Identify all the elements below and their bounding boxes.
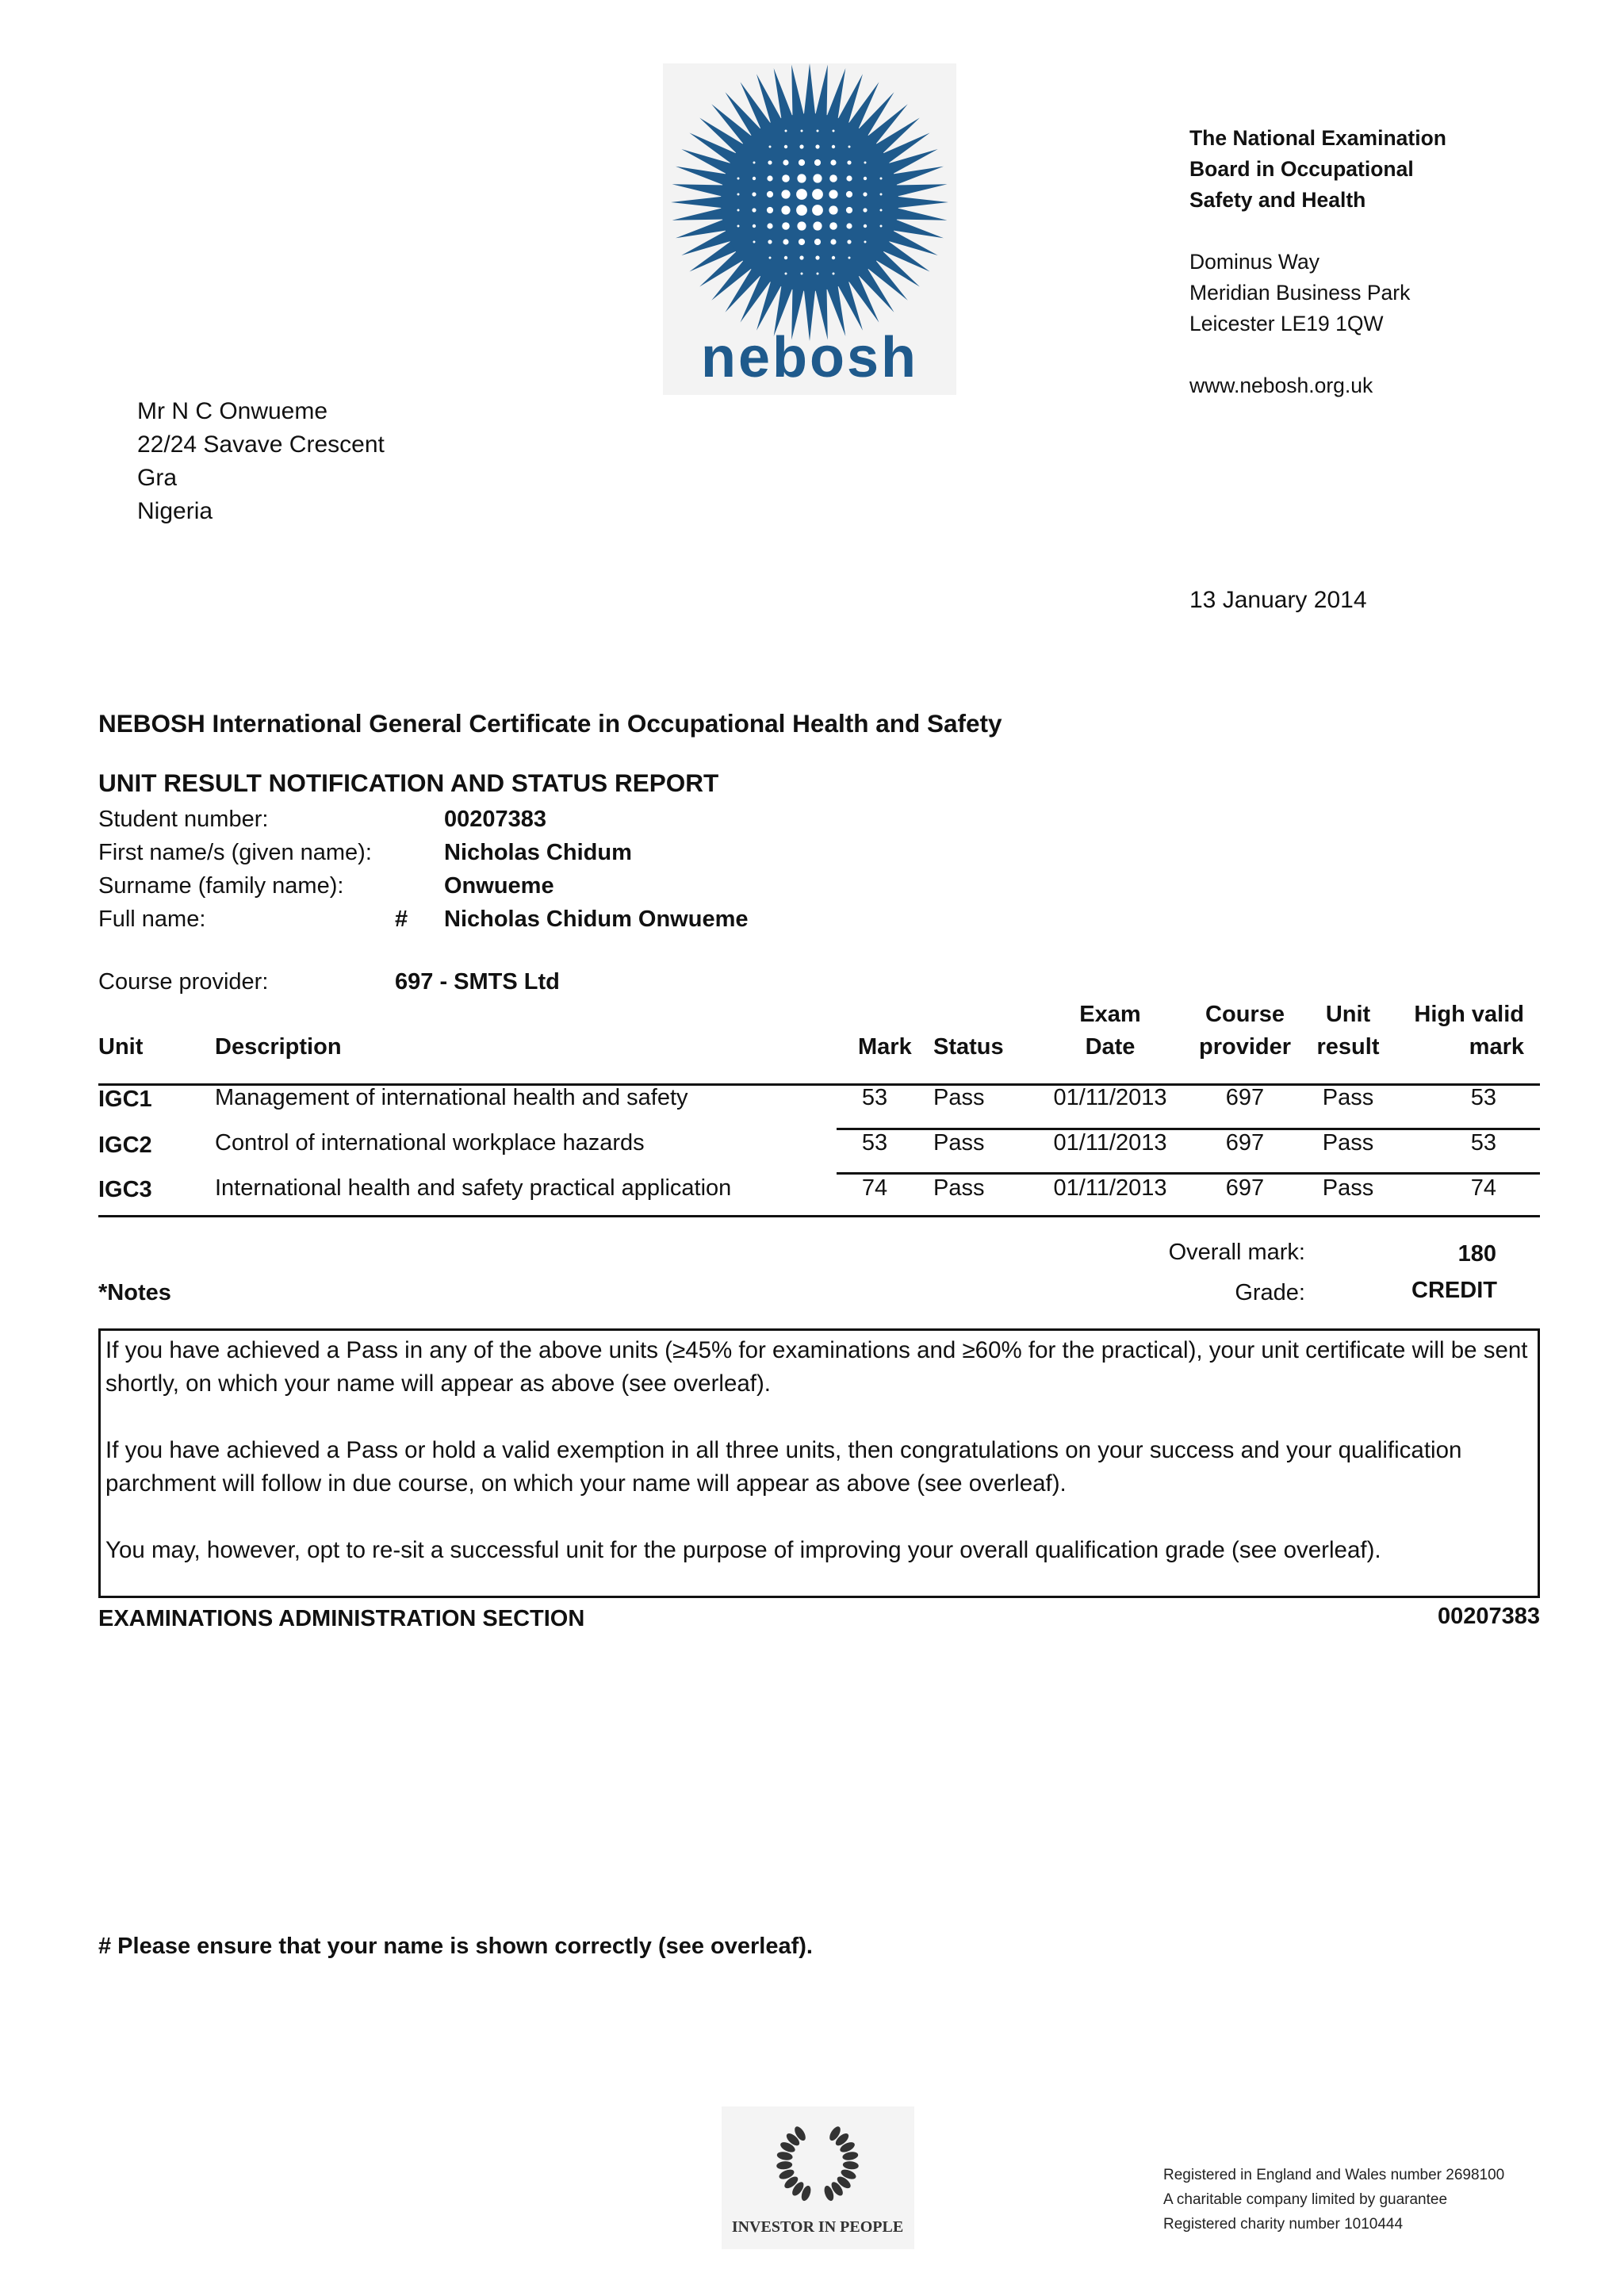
overall-mark-value: 180 xyxy=(1457,1241,1496,1267)
table-row-status: Pass xyxy=(933,1130,985,1156)
th-exam-date-line: Exam xyxy=(1079,1002,1141,1027)
name-check-note: # Please ensure that your name is shown correctly (see overleaf). xyxy=(98,1934,813,1959)
registration-line: A charitable company limited by guarantee xyxy=(1163,2191,1448,2208)
recipient-address xyxy=(137,395,385,528)
sender-org-line: The National Examination xyxy=(1189,126,1446,150)
table-row-exam-date: 01/11/2013 xyxy=(1053,1175,1167,1201)
sunburst-icon xyxy=(671,63,948,341)
table-bottom-rule xyxy=(98,1215,1540,1217)
table-row-exam-date: 01/11/2013 xyxy=(1053,1085,1167,1110)
th-unit-result-line: Unit xyxy=(1325,1002,1371,1027)
registration-info xyxy=(1163,2163,1504,2237)
table-row-result: Pass xyxy=(1322,1085,1374,1110)
table-row-mark: 53 xyxy=(861,1130,888,1156)
table-row-provider: 697 xyxy=(1225,1085,1265,1110)
notes-paragraph: You may, however, opt to re-sit a successful unit for the purpose of improving your overall qualification grade (see overleaf). xyxy=(105,1537,1381,1563)
first-name-label: First name/s (given name): xyxy=(98,840,372,865)
sender-address-line: Dominus Way xyxy=(1189,250,1320,274)
full-name-label: Full name: xyxy=(98,907,206,932)
recipient-line: 22/24 Savave Crescent xyxy=(137,431,385,458)
table-row-unit: IGC3 xyxy=(98,1177,152,1202)
th-course-provider-line: Course xyxy=(1205,1002,1285,1027)
full-name: Nicholas Chidum Onwueme xyxy=(444,907,749,932)
grade-label: Grade: xyxy=(1235,1280,1305,1305)
table-row-high-mark: 53 xyxy=(1470,1085,1496,1110)
th-unit-result-line: result xyxy=(1316,1034,1380,1060)
registration-line: Registered charity number 1010444 xyxy=(1163,2216,1404,2233)
letter-date: 13 January 2014 xyxy=(1189,587,1367,613)
sender-website: www.nebosh.org.uk xyxy=(1189,374,1373,397)
th-mark: Mark xyxy=(858,1034,912,1060)
notes-box xyxy=(98,1328,1540,1598)
admin-section: EXAMINATIONS ADMINISTRATION SECTION xyxy=(98,1606,585,1631)
table-row-result: Pass xyxy=(1322,1130,1374,1156)
surname-label: Surname (family name): xyxy=(98,873,344,899)
table-row-provider: 697 xyxy=(1225,1175,1265,1201)
surname: Onwueme xyxy=(444,873,554,899)
report-title: UNIT RESULT NOTIFICATION AND STATUS REPORT xyxy=(98,769,719,797)
table-row-description: Management of international health and safety xyxy=(215,1085,688,1110)
th-high-valid-mark xyxy=(1396,999,1524,1064)
th-exam-date-line: Date xyxy=(1085,1034,1136,1060)
recipient-line: Nigeria xyxy=(137,498,213,524)
investor-in-people-logo xyxy=(722,2106,914,2249)
sender-address-line: Leicester LE19 1QW xyxy=(1189,312,1384,335)
sender-org-line: Board in Occupational xyxy=(1189,157,1414,181)
table-row-exam-date: 01/11/2013 xyxy=(1053,1130,1167,1156)
notes-paragraph: If you have achieved a Pass in any of the above units (≥45% for examinations and ≥60% for the practical), your unit certificate will be sent shortly, on which your name will appear as above (see overleaf). xyxy=(105,1337,1528,1397)
table-row-high-mark: 74 xyxy=(1470,1175,1496,1201)
recipient-line: Gra xyxy=(137,465,178,491)
table-row-provider: 697 xyxy=(1225,1130,1265,1156)
th-status: Status xyxy=(933,1034,1004,1060)
notes-paragraph: If you have achieved a Pass or hold a valid exemption in all three units, then congratulations on your success and your qualification parchment will follow in due course, on which your name will appear as above (see overleaf). xyxy=(105,1437,1462,1497)
course-provider-label: Course provider: xyxy=(98,969,269,995)
logo-wordmark: nebosh xyxy=(700,326,919,389)
th-unit-result xyxy=(1300,999,1396,1064)
table-row-high-mark: 53 xyxy=(1470,1130,1496,1156)
sender-org-line: Safety and Health xyxy=(1189,188,1366,212)
recipient-line: Mr N C Onwueme xyxy=(137,398,328,424)
th-course-provider xyxy=(1189,999,1300,1064)
table-row-mark: 53 xyxy=(861,1085,888,1110)
table-row-unit: IGC2 xyxy=(98,1133,152,1158)
sender-block xyxy=(1189,123,1446,401)
grade-value: CREDIT xyxy=(1411,1278,1497,1303)
table-row-status: Pass xyxy=(933,1085,985,1110)
nebosh-logo-graphic xyxy=(663,63,956,395)
notes-heading: *Notes xyxy=(98,1280,171,1305)
laurel-wreath-icon xyxy=(722,2106,914,2249)
table-row-unit: IGC1 xyxy=(98,1087,152,1112)
table-row-status: Pass xyxy=(933,1175,985,1201)
table-row-description: Control of international workplace hazards xyxy=(215,1130,645,1156)
registration-line: Registered in England and Wales number 2698100 xyxy=(1163,2167,1505,2183)
sender-address-line: Meridian Business Park xyxy=(1189,281,1411,305)
course-title: NEBOSH International General Certificate in Occupational Health and Safety xyxy=(98,709,1002,738)
th-unit: Unit xyxy=(98,1034,144,1060)
investor-in-people-label: INVESTOR IN PEOPLE xyxy=(731,2218,904,2236)
course-provider-value: 697 - SMTS Ltd xyxy=(395,969,560,995)
admin-reference: 00207383 xyxy=(1437,1604,1540,1629)
full-name-marker: # xyxy=(395,907,408,932)
student-number: 00207383 xyxy=(444,807,547,832)
table-row-description: International health and safety practical application xyxy=(215,1175,732,1201)
th-exam-date xyxy=(1031,999,1189,1064)
th-course-provider-line: provider xyxy=(1198,1034,1292,1060)
nebosh-logo xyxy=(663,63,956,395)
th-description: Description xyxy=(215,1034,342,1060)
th-high-valid-mark-line: mark xyxy=(1469,1034,1524,1060)
student-number-label: Student number: xyxy=(98,807,269,832)
first-name: Nicholas Chidum xyxy=(444,840,632,865)
table-row-result: Pass xyxy=(1322,1175,1374,1201)
table-row-rule xyxy=(837,1172,1540,1175)
table-row-mark: 74 xyxy=(861,1175,888,1201)
th-high-valid-mark-line: High valid xyxy=(1414,1002,1524,1027)
overall-mark-label: Overall mark: xyxy=(1168,1240,1305,1265)
